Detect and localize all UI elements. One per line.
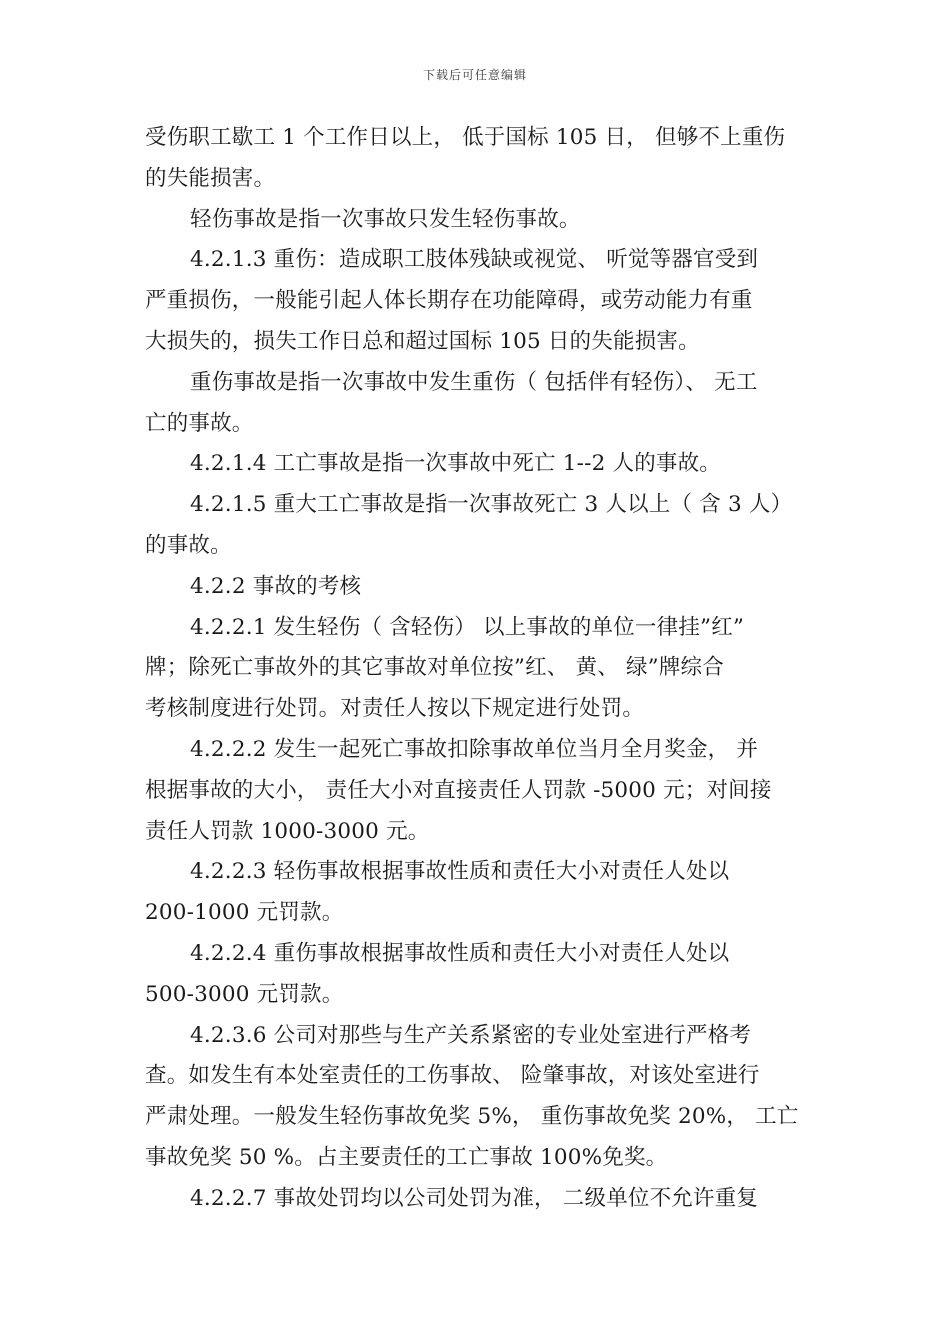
text-line: 的事故。 [145, 532, 232, 558]
document-body [145, 118, 810, 1220]
text-line: 4.2.1.3 重伤：造成职工肢体残缺或视觉、 听觉等器官受到 [190, 247, 759, 273]
text-line: 根据事故的大小， 责任大小对直接责任人罚款 -5000 元；对间接 [145, 777, 772, 803]
text-line: 4.2.2.4 重伤事故根据事故性质和责任大小对责任人处以 [190, 940, 730, 966]
text-line: 严重损伤，一般能引起人体长期存在功能障碍，或劳动能力有重 [145, 288, 753, 314]
text-line: 200-1000 元罚款。 [145, 900, 344, 926]
text-line: 4.2.2.1 发生轻伤（ 含轻伤） 以上事故的单位一律挂”红” [190, 614, 745, 640]
text-line: 4.2.2.3 轻伤事故根据事故性质和责任大小对责任人处以 [190, 859, 730, 885]
text-line: 亡的事故。 [145, 410, 254, 436]
text-line: 4.2.1.4 工亡事故是指一次事故中死亡 1--2 人的事故。 [190, 451, 722, 477]
text-line: 4.2.2 事故的考核 [190, 573, 362, 599]
text-line: 事故免奖 50 %。占主要责任的工亡事故 100%免奖。 [145, 1144, 668, 1170]
text-line: 受伤职工歇工 1 个工作日以上， 低于国标 105 日， 但够不上重伤 [145, 125, 786, 150]
text-line: 4.2.3.6 公司对那些与生产关系紧密的专业处室进行严格考 [190, 1022, 752, 1048]
text-line: 考核制度进行处罚。对责任人按以下规定进行处罚。 [145, 696, 645, 722]
text-line: 500-3000 元罚款。 [145, 981, 344, 1007]
text-line: 责任人罚款 1000-3000 元。 [145, 818, 430, 844]
text-line: 重伤事故是指一次事故中发生重伤（ 包括伴有轻伤）、 无工 [190, 369, 758, 395]
text-line: 4.2.2.2 发生一起死亡事故扣除事故单位当月全月奖金， 并 [190, 736, 759, 762]
text-line: 牌；除死亡事故外的其它事故对单位按”红、 黄、 绿”牌综合 [145, 655, 724, 681]
text-line: 4.2.2.7 事故处罚均以公司处罚为准， 二级单位不允许重复 [190, 1185, 759, 1211]
text-line: 查。如发生有本处室责任的工伤事故、 险肇事故，对该处室进行 [145, 1063, 760, 1089]
page-header: 下载后可任意编辑 [422, 68, 527, 82]
text-line: 的失能损害。 [145, 165, 276, 191]
text-line: 轻伤事故是指一次事故只发生轻伤事故。 [190, 206, 581, 232]
text-line: 严肃处理。一般发生轻伤事故免奖 5%， 重伤事故免奖 20%， 工亡 [145, 1104, 799, 1130]
text-line: 大损失的，损失工作日总和超过国标 105 日的失能损害。 [145, 328, 700, 354]
text-line: 4.2.1.5 重大工亡事故是指一次事故死亡 3 人以上（ 含 3 人） [190, 492, 793, 518]
